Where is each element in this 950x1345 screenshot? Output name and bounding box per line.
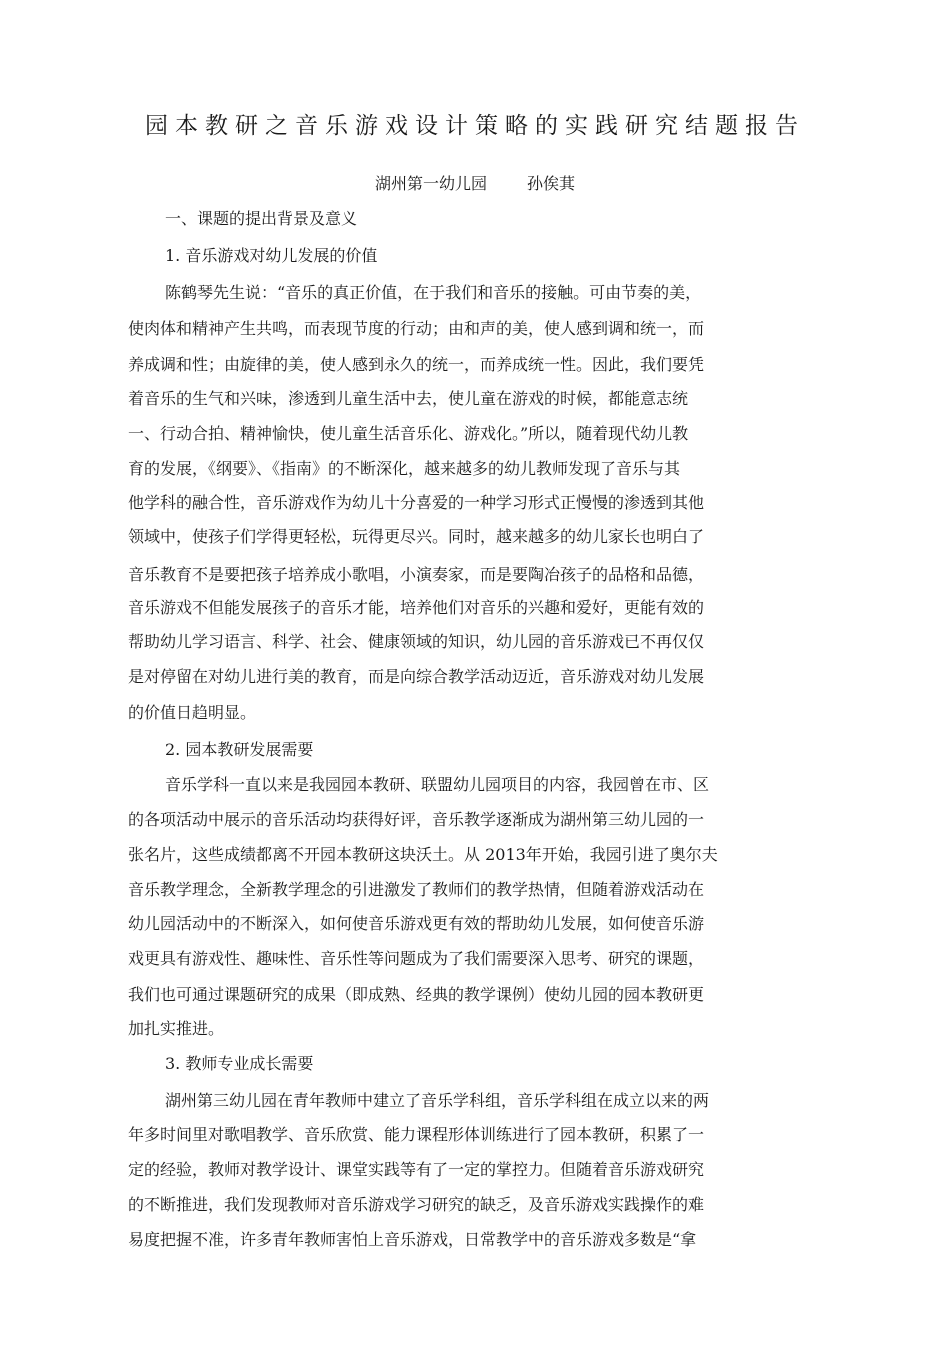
paragraph-line: 加扎实推进。 [128, 1019, 225, 1038]
paragraph-line: 领域中，使孩子们学得更轻松，玩得更尽兴。同时，越来越多的幼儿家长也明白了 [128, 527, 705, 546]
paragraph-line: 育的发展，《纲要》、《指南》的不断深化，越来越多的幼儿教师发现了音乐与其 [128, 459, 681, 478]
subsection-heading: 2. 园本教研发展需要 [165, 740, 314, 759]
subsection-heading: 3. 教师专业成长需要 [165, 1054, 314, 1073]
author-line [0, 170, 950, 198]
paragraph-line: 的不断推进，我们发现教师对音乐游戏学习研究的缺乏，及音乐游戏实践操作的难 [128, 1195, 705, 1214]
paragraph-line: 的各项活动中展示的音乐活动均获得好评，音乐教学逐渐成为湖州第三幼儿园的一 [128, 810, 705, 829]
paragraph-line: 是对停留在对幼儿进行美的教育，而是向综合教学活动迈近，音乐游戏对幼儿发展 [128, 667, 705, 686]
paragraph-line: 我们也可通过课题研究的成果（即成熟、经典的教学课例）使幼儿园的园本教研更 [128, 985, 705, 1004]
paragraph-line: 一、行动合拍、精神愉快，使儿童生活音乐化、游戏化。”所以，随着现代幼儿教 [128, 424, 689, 443]
paragraph-line: 帮助幼儿学习语言、科学、社会、健康领域的知识，幼儿园的音乐游戏已不再仅仅 [128, 632, 705, 651]
paragraph-line: 音乐游戏不但能发展孩子的音乐才能，培养他们对音乐的兴趣和爱好，更能有效的 [128, 598, 705, 617]
paragraph-line: 定的经验，教师对教学设计、课堂实践等有了一定的掌控力。但随着音乐游戏研究 [128, 1160, 705, 1179]
author-name: 孙俟萁 [527, 174, 576, 193]
paragraph-line: 湖州第三幼儿园在青年教师中建立了音乐学科组，音乐学科组在成立以来的两 [165, 1091, 710, 1110]
section-heading: 一、课题的提出背景及意义 [165, 209, 358, 228]
paragraph-line: 音乐学科一直以来是我园园本教研、联盟幼儿园项目的内容，我园曾在市、区 [165, 775, 710, 794]
paragraph-line: 张名片，这些成绩都离不开园本教研这块沃土。从 2013年开始，我园引进了奥尔夫 [128, 845, 718, 864]
paragraph-line: 养成调和性；由旋律的美，使人感到永久的统一，而养成统一性。因此，我们要凭 [128, 355, 705, 374]
document-title: 园本教研之音乐游戏设计策略的实践研究结题报告 [145, 113, 805, 139]
paragraph-line: 年多时间里对歌唱教学、音乐欣赏、能力课程形体训练进行了园本教研，积累了一 [128, 1125, 705, 1144]
paragraph-line: 易度把握不准，许多青年教师害怕上音乐游戏，日常教学中的音乐游戏多数是“拿 [128, 1230, 697, 1249]
paragraph-line: 的价值日趋明显。 [128, 703, 257, 722]
paragraph-line: 戏更具有游戏性、趣味性、音乐性等问题成为了我们需要深入思考、研究的课题， [128, 949, 705, 968]
paragraph-line: 他学科的融合性，音乐游戏作为幼儿十分喜爱的一种学习形式正慢慢的渗透到其他 [128, 493, 705, 512]
paragraph-line: 使肉体和精神产生共鸣，而表现节度的行动；由和声的美，使人感到调和统一，而 [128, 319, 705, 338]
paragraph-line: 音乐教育不是要把孩子培养成小歌唱，小演奏家，而是要陶冶孩子的品格和品德， [128, 565, 705, 584]
author-school: 湖州第一幼儿园 [374, 174, 487, 193]
paragraph-line: 陈鹤琴先生说：“音乐的真正价值，在于我们和音乐的接触。可由节奏的美， [165, 283, 702, 302]
paragraph-line: 着音乐的生气和兴味，渗透到儿童生活中去，使儿童在游戏的时候，都能意志统 [128, 389, 689, 408]
paragraph-line: 幼儿园活动中的不断深入，如何使音乐游戏更有效的帮助幼儿发展，如何使音乐游 [128, 914, 705, 933]
paragraph-line: 音乐教学理念，全新教学理念的引进激发了教师们的教学热情，但随着游戏活动在 [128, 880, 705, 899]
subsection-heading: 1. 音乐游戏对幼儿发展的价值 [165, 246, 378, 265]
